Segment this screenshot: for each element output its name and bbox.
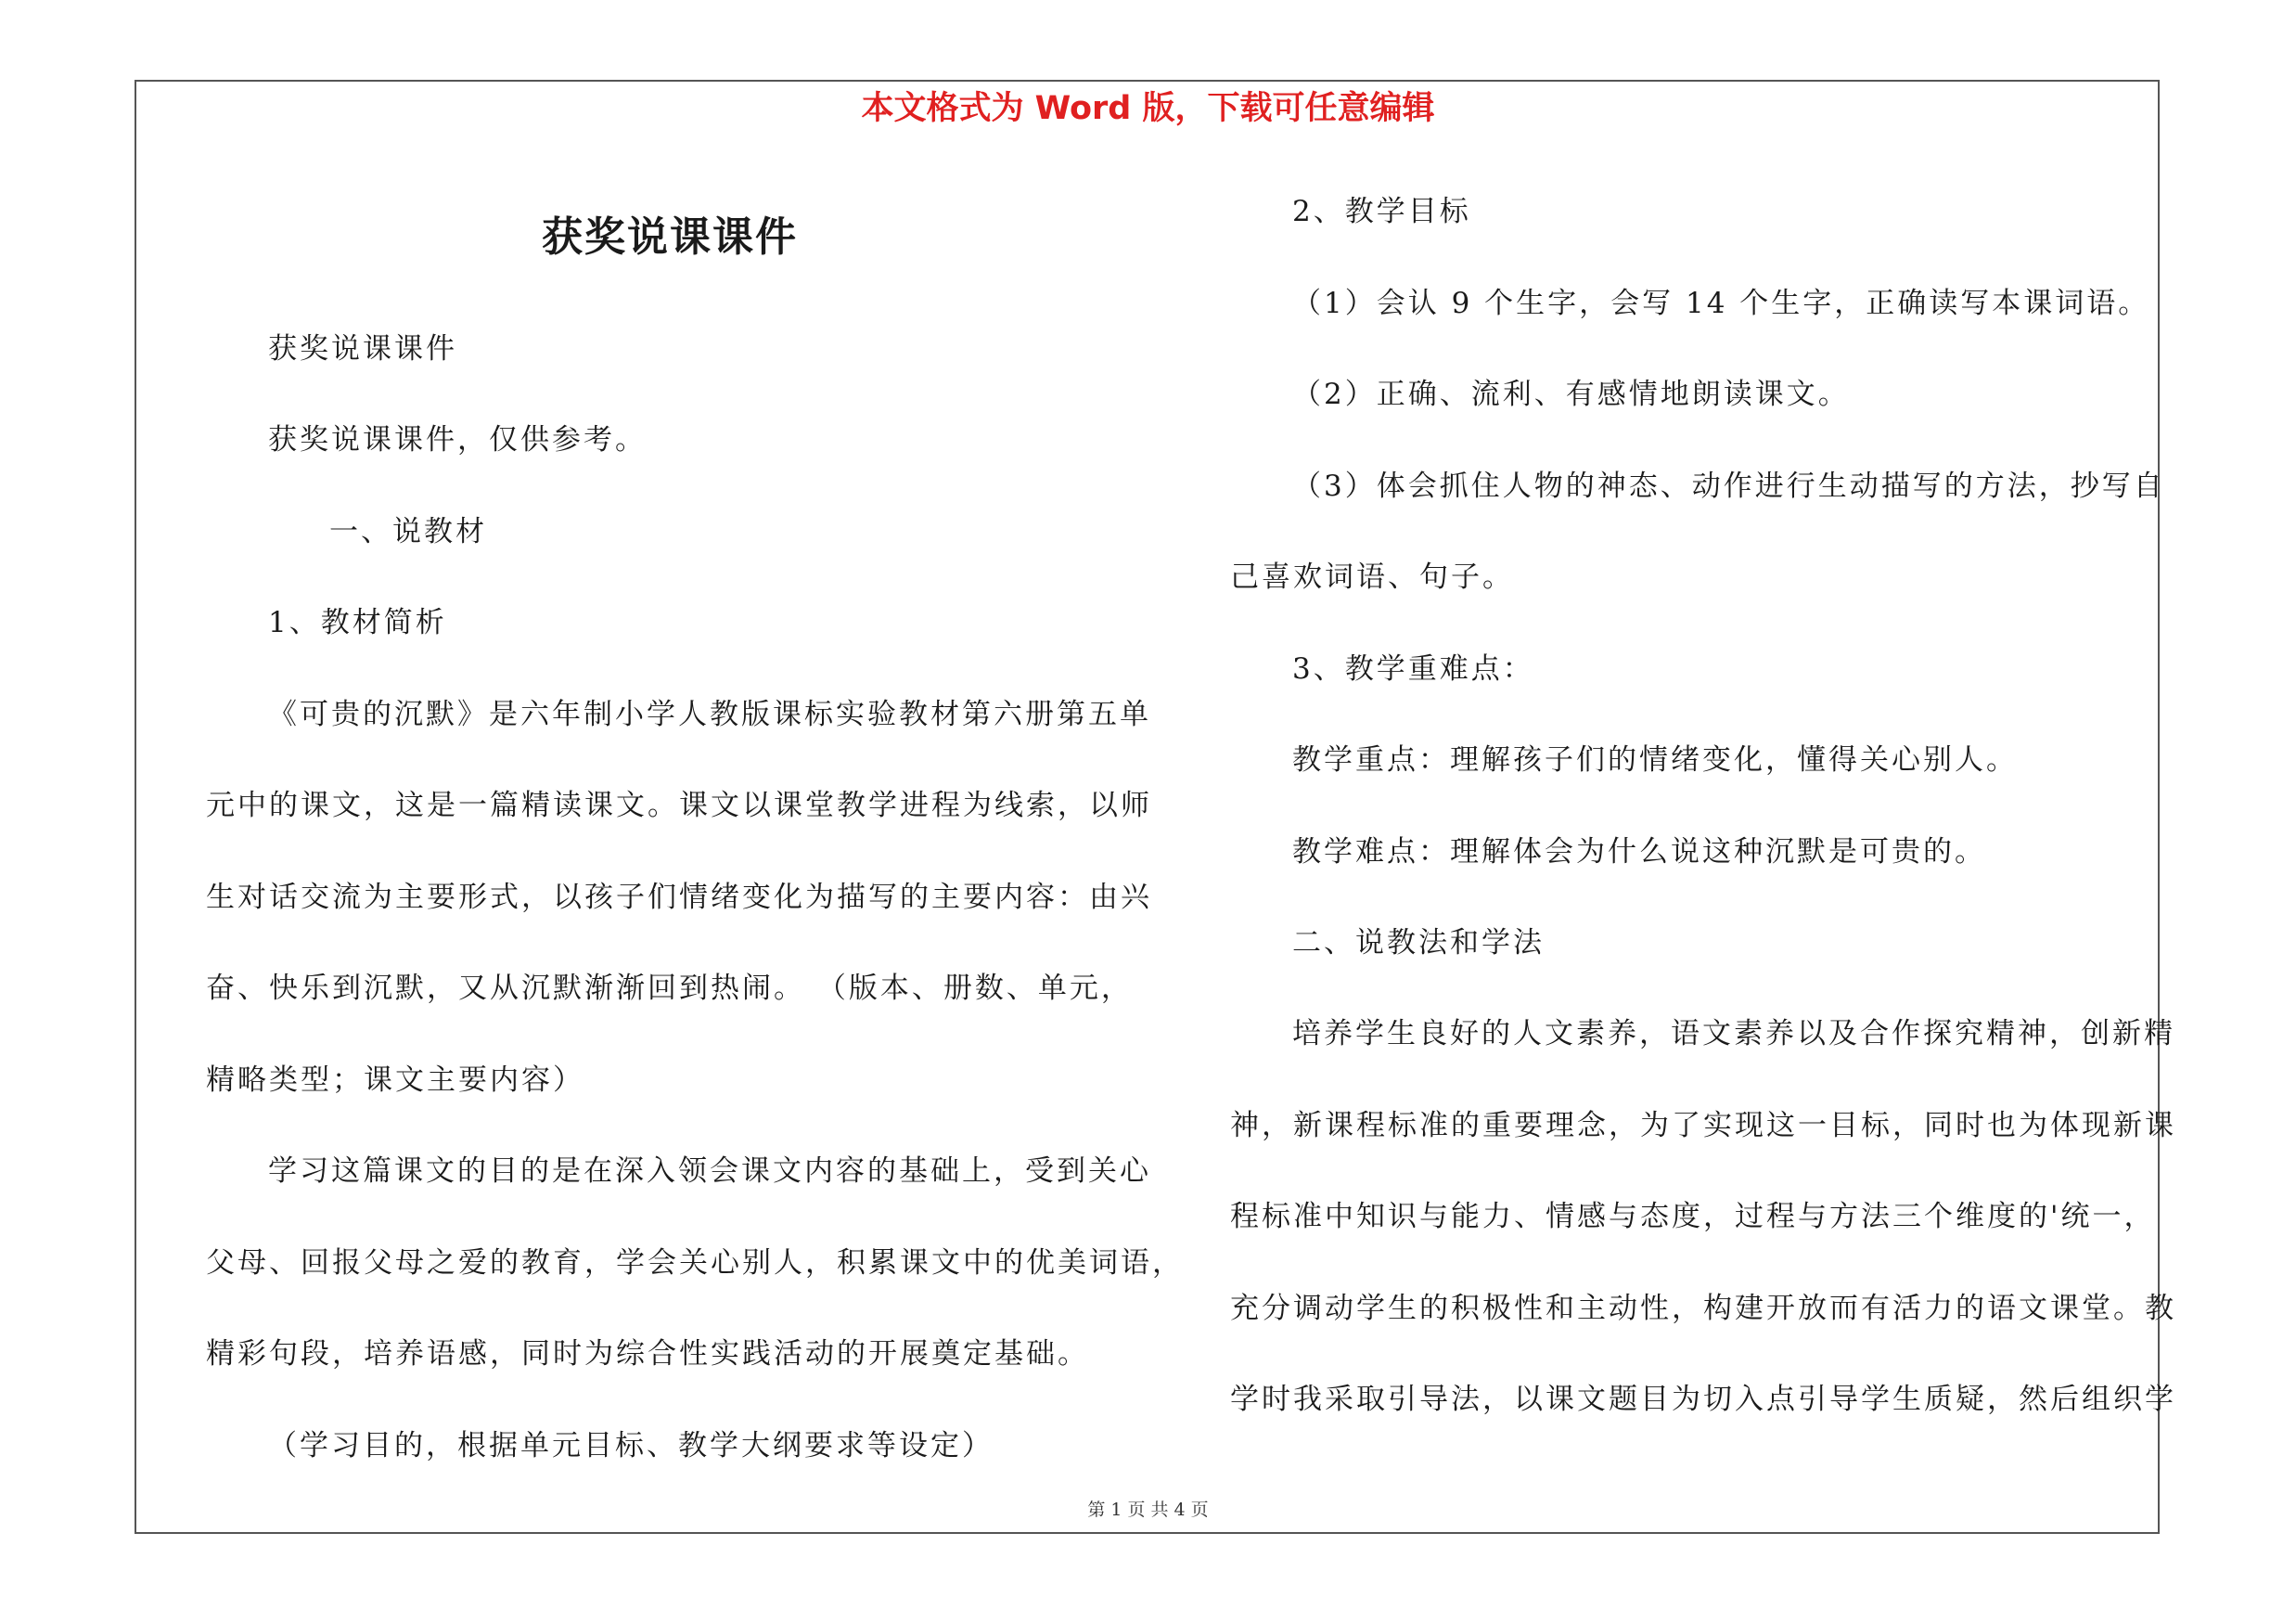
left-section-heading: 一、说教材 [329, 515, 487, 548]
right-line: 教学难点：理解体会为什么说这种沉默是可贵的。 [1292, 835, 1986, 869]
right-subheading: 2、教学目标 [1292, 195, 1471, 228]
left-line: 奋、快乐到沉默，又从沉默渐渐回到热闹。 （版本、册数、单元， [206, 972, 1133, 1005]
left-line: 学习这篇课文的目的是在深入领会课文内容的基础上，受到关心 [268, 1154, 1151, 1188]
left-line: 《可贵的沉默》是六年制小学人教版课标实验教材第六册第五单 [268, 698, 1151, 731]
left-line: （学习目的，根据单元目标、教学大纲要求等设定） [268, 1429, 994, 1462]
right-line: 己喜欢词语、句子。 [1230, 560, 1514, 594]
left-line: 父母、回报父母之爱的教育，学会关心别人，积累课文中的优美词语， [206, 1246, 1184, 1280]
right-line: （1）会认 9 个生字，会写 14 个生字，正确读写本课词语。 [1292, 287, 2150, 320]
right-line: 学时我采取引导法，以课文题目为切入点引导学生质疑，然后组织学 [1230, 1383, 2176, 1416]
left-line: 生对话交流为主要形式，以孩子们情绪变化为描写的主要内容：由兴 [206, 881, 1152, 914]
left-line: 元中的课文，这是一篇精读课文。课文以课堂教学进程为线索，以师 [206, 789, 1152, 822]
left-line: 获奖说课课件，仅供参考。 [268, 423, 647, 457]
right-line: 培养学生良好的人文素养，语文素养以及合作探究精神，创新精 [1292, 1017, 2175, 1050]
right-line: 神，新课程标准的重要理念，为了实现这一目标，同时也为体现新课 [1230, 1109, 2176, 1142]
page-number-footer: 第 1 页 共 4 页 [1087, 1500, 1209, 1520]
left-subheading: 1、教材简析 [268, 606, 447, 639]
document-title: 获奖说课课件 [542, 213, 798, 261]
right-line: （2）正确、流利、有感情地朗读课文。 [1292, 378, 1850, 411]
right-section-heading: 二、说教法和学法 [1292, 926, 1545, 960]
left-line: 精彩句段，培养语感，同时为综合性实践活动的开展奠定基础。 [206, 1337, 1089, 1371]
left-line: 精略类型；课文主要内容） [206, 1063, 584, 1097]
format-notice-banner: 本文格式为 Word 版，下载可任意编辑 [861, 90, 1435, 127]
right-line: 充分调动学生的积极性和主动性，构建开放而有活力的语文课堂。教 [1230, 1292, 2176, 1325]
left-line: 获奖说课课件 [268, 332, 457, 366]
right-line: 程标准中知识与能力、情感与态度，过程与方法三个维度的'统一， [1230, 1200, 2156, 1233]
right-line: 教学重点：理解孩子们的情绪变化，懂得关心别人。 [1292, 743, 2018, 777]
right-line: （3）体会抓住人物的神态、动作进行生动描写的方法，抄写自 [1292, 470, 2165, 503]
right-subheading: 3、教学重难点： [1292, 652, 1534, 686]
